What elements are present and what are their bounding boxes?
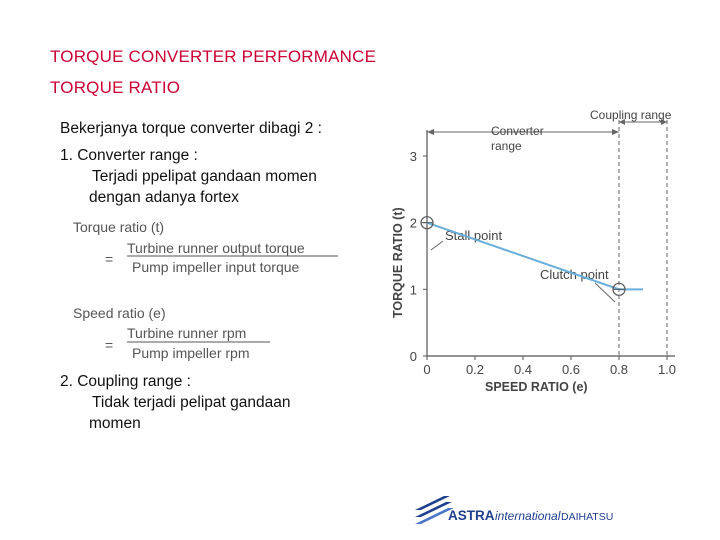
- speed-denominator: Pump impeller rpm: [132, 345, 250, 361]
- logo-suffix: international: [495, 509, 561, 523]
- stall-point-label: Stall point: [445, 228, 503, 243]
- x-tick-label: 0.8: [609, 362, 629, 377]
- x-tick-label: 0.4: [513, 362, 533, 377]
- torque-denominator: Pump impeller input torque: [132, 259, 300, 275]
- x-tick-label: 0: [423, 362, 431, 377]
- page-subtitle: TORQUE RATIO: [50, 78, 181, 97]
- y-tick-label: 2: [409, 215, 417, 231]
- coupling-range-label: Coupling range: [590, 108, 672, 122]
- clutch-point-label: Clutch point: [540, 267, 609, 282]
- torque-numerator: Turbine runner output torque: [127, 240, 305, 256]
- y-axis-title: TORQUE RATIO (t): [391, 207, 405, 318]
- x-tick-label: 0.2: [465, 362, 485, 377]
- speed-equals: =: [105, 337, 114, 353]
- y-tick-label: 3: [409, 149, 417, 164]
- y-tick-label: 1: [409, 282, 417, 298]
- item2-desc-line2: momen: [89, 415, 141, 432]
- y-tick-label: 0: [409, 349, 417, 364]
- page-title: TORQUE CONVERTER PERFORMANCE: [50, 47, 377, 66]
- stall-leader: [431, 241, 443, 250]
- speed-ratio-label: Speed ratio (e): [73, 305, 166, 321]
- astra-daihatsu-logo: [412, 490, 622, 526]
- converter-range-label-line1: Converter: [491, 124, 544, 138]
- item1-desc-line1: Terjadi ppelipat gandaan momen: [92, 168, 317, 185]
- intro-text: Bekerjanya torque converter dibagi 2 :: [60, 120, 322, 137]
- x-tick-label: 1.0: [657, 362, 677, 377]
- x-tick-label: 0.6: [561, 362, 581, 377]
- item1-desc-line2: dengan adanya fortex: [89, 189, 239, 206]
- item2-title: 2. Coupling range :: [60, 373, 191, 390]
- x-axis-title: SPEED RATIO (e): [485, 380, 588, 394]
- torque-ratio-chart: [385, 100, 695, 400]
- item2-desc-line1: Tidak terjadi pelipat gandaan: [92, 394, 291, 411]
- logo-brand: ASTRA: [448, 508, 495, 523]
- torque-equals: =: [105, 251, 114, 267]
- speed-numerator: Turbine runner rpm: [127, 325, 247, 341]
- converter-range-label-line2: range: [491, 139, 522, 153]
- ratio-formulas: [70, 214, 350, 364]
- logo-partner: DAIHATSU: [561, 511, 614, 523]
- torque-ratio-label: Torque ratio (t): [73, 219, 165, 235]
- item1-title: 1. Converter range :: [60, 147, 198, 164]
